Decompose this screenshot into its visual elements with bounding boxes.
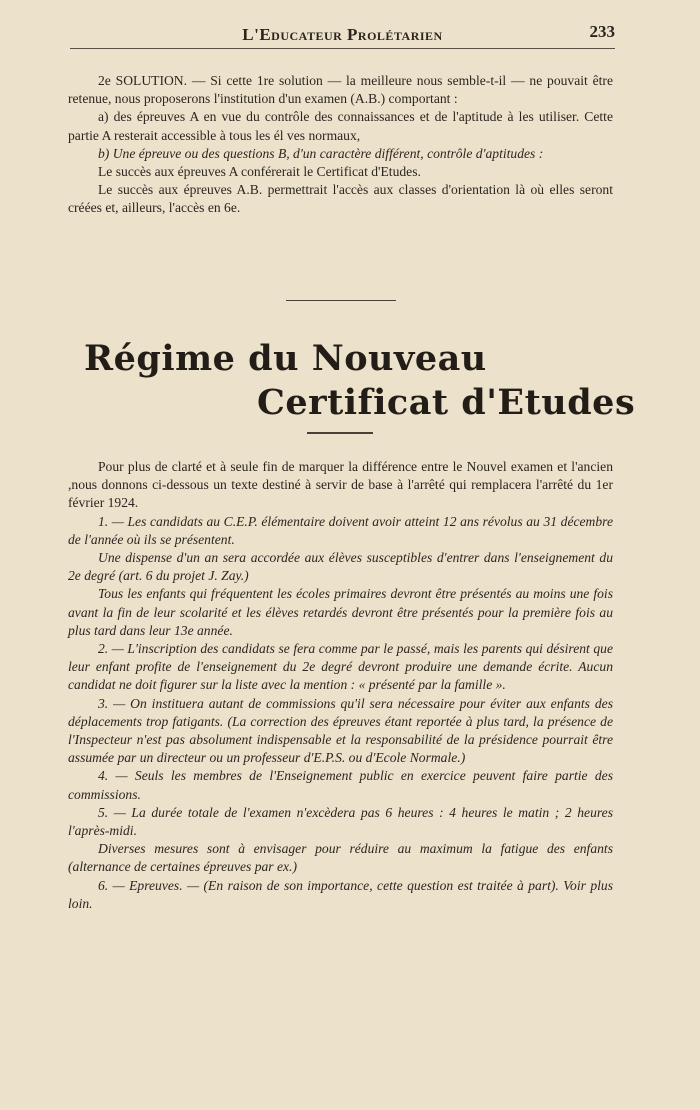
page-number: 233 xyxy=(589,22,615,41)
paragraph: Pour plus de clarté et à seule fin de marquer la différence entre le Nouvel examen et l'ancien ,nous donnons ci-dessous un texte destiné à servir de base à l'arrêté qui remplacera l'arrêté du 1er février 1924. xyxy=(68,459,613,511)
regime-section xyxy=(68,458,613,913)
paragraph: Tous les enfants qui fréquentent les écoles primaires devront être présentés au moins une fois avant la fin de leur scolarité et les élèves retardés devront être présentés pour la première fois au plus tard dans leur 13e année. xyxy=(68,586,613,638)
article-title-line-1: Régime du Nouveau xyxy=(84,338,487,379)
paragraph: 1. — Les candidats au C.E.P. élémentaire doivent avoir atteint 12 ans révolus au 31 décembre de l'année où ils se présentent. xyxy=(68,513,613,547)
title-underline xyxy=(307,432,373,434)
section-divider xyxy=(286,300,396,301)
solution-section xyxy=(68,72,613,218)
article-title-line-2: Certificat d'Etudes xyxy=(257,382,636,423)
paragraph: 2. — L'inscription des candidats se fera comme par le passé, mais les parents qui désirent que leur enfant profite de l'enseignement du 2e degré devront produire une demande écrite. Aucun candidat ne doit figurer sur la liste avec la mention : « présenté par la famille ». xyxy=(68,641,613,693)
paragraph: Le succès aux épreuves A conférerait le Certificat d'Etudes. xyxy=(98,164,421,180)
running-title: L'Educateur Prolétarien xyxy=(242,25,443,44)
paragraph: Diverses mesures sont à envisager pour réduire au maximum la fatigue des enfants (alternance de certaines épreuves par ex.) xyxy=(68,841,613,875)
paragraph: 3. — On instituera autant de commissions qu'il sera nécessaire pour éviter aux enfants des déplacements trop fatigants. (La correction des épreuves étant reportée à plus tard, la présence de l'Inspecteur n'est pas absolument indispensable et la responsabilité de la présidence pourrait être assumée par un directeur ou un professeur d'E.P.S. ou d'Ecole Normale.) xyxy=(68,695,613,766)
paragraph: Une dispense d'un an sera accordée aux élèves susceptibles d'entrer dans l'enseignement du 2e degré (art. 6 du projet J. Zay.) xyxy=(68,550,613,584)
paragraph: a) des épreuves A en vue du contrôle des connaissances et de l'aptitude à les utiliser. Cette partie A resterait accessible à tous les él ves normaux, xyxy=(68,109,613,143)
paragraph: 2e SOLUTION. — Si cette 1re solution — la meilleure nous semble-t-il — ne pouvait être retenue, nous proposerons l'institution d'un examen (A.B.) comportant : xyxy=(68,73,613,107)
paragraph: 5. — La durée totale de l'examen n'excèdera pas 6 heures : 4 heures le matin ; 2 heures l'après-midi. xyxy=(68,804,613,839)
paragraph: 6. — Epreuves. — (En raison de son importance, cette question est traitée à part). Voir plus loin. xyxy=(68,877,613,911)
paragraph: 4. — Seuls les membres de l'Enseignement public en exercice peuvent faire partie des commissions. xyxy=(68,768,613,802)
paragraph: Le succès aux épreuves A.B. permettrait l'accès aux classes d'orientation là où elles seront créées et, ailleurs, l'accès en 6e. xyxy=(68,182,613,216)
paragraph: b) Une épreuve ou des questions B, d'un caractère différent, contrôle d'aptitudes : xyxy=(98,145,544,161)
page-header xyxy=(70,22,615,49)
